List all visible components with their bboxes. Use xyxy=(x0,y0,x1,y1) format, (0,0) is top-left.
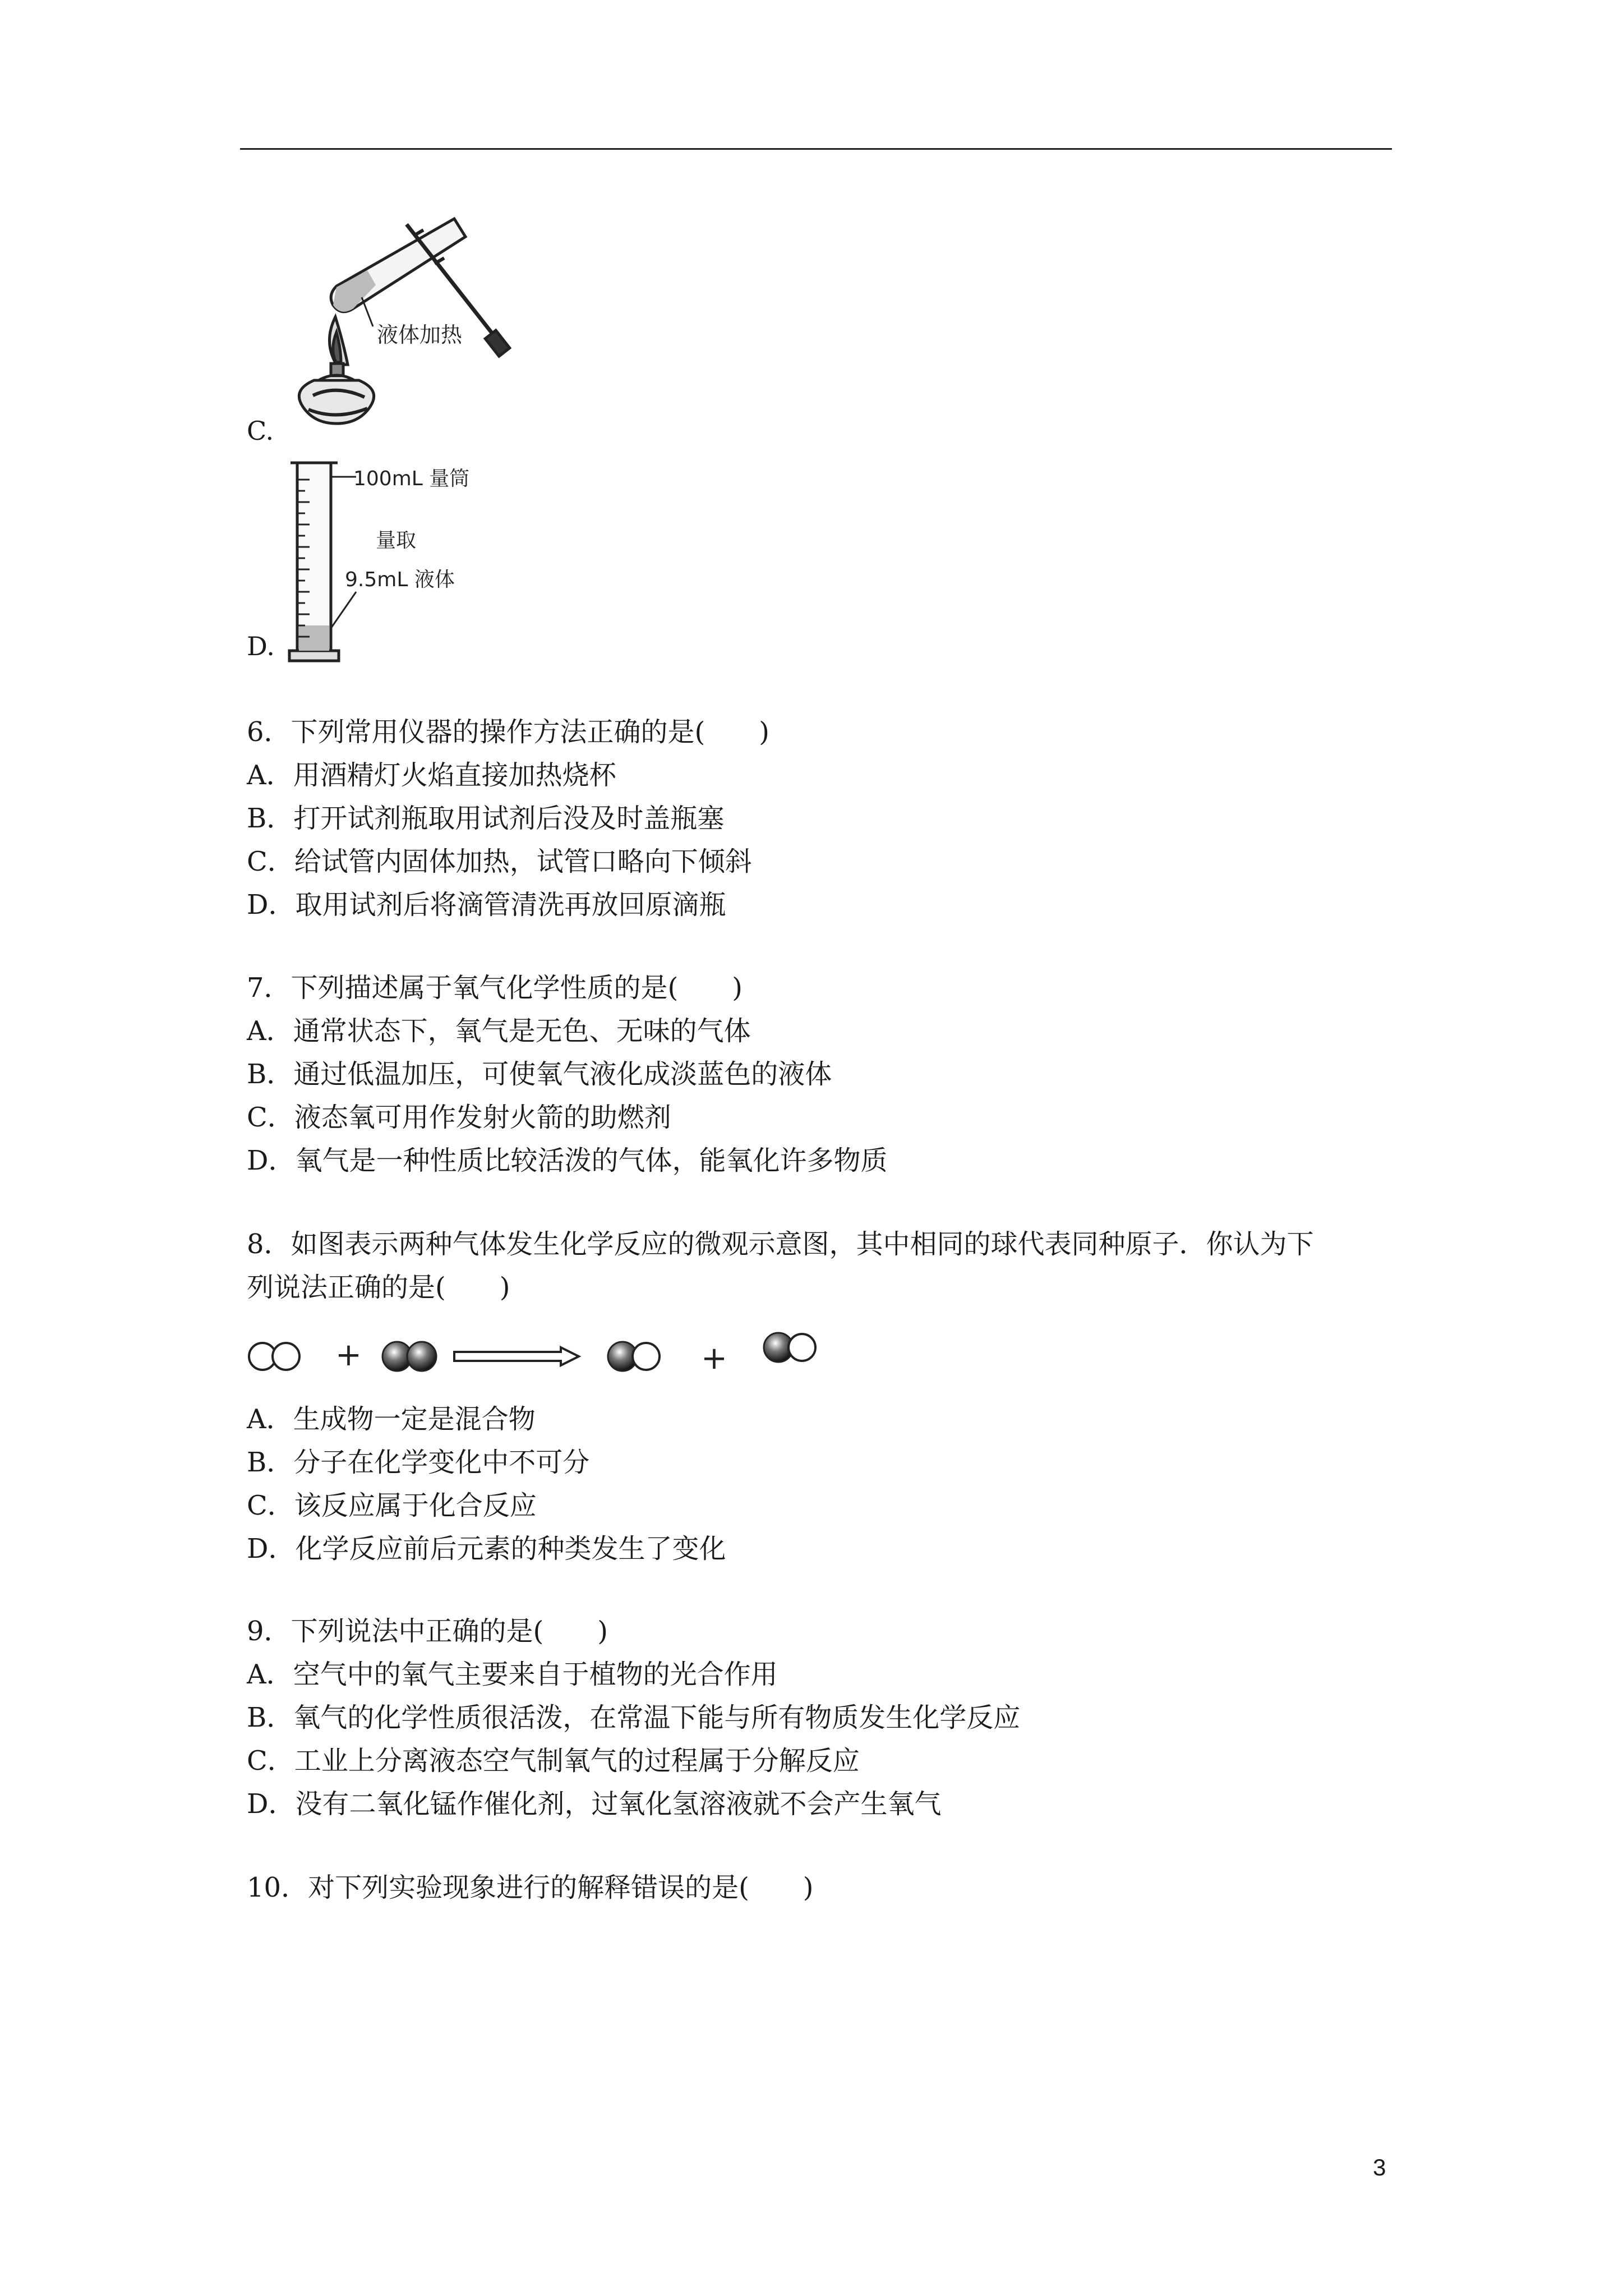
question-9-option-c: C．工业上分离液态空气制氧气的过程属于分解反应 xyxy=(247,1745,860,1777)
white-atom-icon xyxy=(273,1343,299,1370)
figure-d-annotation-mid-2: 9.5mL 液体 xyxy=(345,568,455,591)
question-8-stem-line-1: 8．如图表示两种气体发生化学反应的微观示意图，其中相同的球代表同种原子．你认为下 xyxy=(247,1228,1314,1260)
question-8-option-a: A．生成物一定是混合物 xyxy=(247,1404,536,1435)
question-8-option-c: C．该反应属于化合反应 xyxy=(247,1490,537,1521)
question-6-option-d: D．取用试剂后将滴管清洗再放回原滴瓶 xyxy=(247,889,726,921)
question-7-option-b: B．通过低温加压，可使氧气液化成淡蓝色的液体 xyxy=(247,1059,832,1090)
figure-graduated-cylinder xyxy=(286,457,522,665)
question-8-option-d: D．化学反应前后元素的种类发生了变化 xyxy=(247,1533,726,1565)
question-7-option-a: A．通常状态下，氧气是无色、无味的气体 xyxy=(247,1015,751,1047)
figure-c-label: C. xyxy=(247,416,274,446)
plus-sign: + xyxy=(701,1340,727,1377)
reaction-diagram xyxy=(247,1324,830,1386)
figure-liquid-heating xyxy=(269,202,538,443)
question-9-option-d: D．没有二氧化锰作催化剂，过氧化氢溶液就不会产生氧气 xyxy=(247,1788,942,1820)
reaction-arrow-icon xyxy=(454,1347,579,1365)
question-8-option-b: B．分子在化学变化中不可分 xyxy=(247,1447,590,1478)
question-7-option-d: D．氧气是一种性质比较活泼的气体，能氧化许多物质 xyxy=(247,1145,888,1176)
question-8-stem-line-2: 列说法正确的是( ) xyxy=(247,1272,510,1303)
figure-c-annotation: 液体加热 xyxy=(377,323,463,347)
question-6-option-c: C．给试管内固体加热，试管口略向下倾斜 xyxy=(247,846,752,877)
header-rule xyxy=(240,148,1392,150)
white-atom-icon xyxy=(789,1334,815,1361)
figure-d-label: D. xyxy=(247,631,275,661)
white-atom-icon xyxy=(633,1343,660,1370)
plus-sign: + xyxy=(335,1337,362,1373)
page-number: 3 xyxy=(1373,2154,1386,2180)
question-6-option-a: A．用酒精灯火焰直接加热烧杯 xyxy=(247,760,616,791)
figure-d-annotation-top: 100mL 量筒 xyxy=(353,467,470,490)
question-9-stem: 9．下列说法中正确的是( ) xyxy=(247,1616,608,1647)
figure-d-annotation-mid-1: 量取 xyxy=(376,529,417,552)
question-9-option-a: A．空气中的氧气主要来自于植物的光合作用 xyxy=(247,1659,778,1690)
question-6-option-b: B．打开试剂瓶取用试剂后没及时盖瓶塞 xyxy=(247,803,725,834)
question-9-option-b: B．氧气的化学性质很活泼，在常温下能与所有物质发生化学反应 xyxy=(247,1702,1021,1733)
question-7-stem: 7．下列描述属于氧气化学性质的是( ) xyxy=(247,972,743,1004)
question-7-option-c: C．液态氧可用作发射火箭的助燃剂 xyxy=(247,1102,671,1133)
question-10-stem: 10．对下列实验现象进行的解释错误的是( ) xyxy=(247,1872,814,1903)
dark-atom-icon xyxy=(407,1342,436,1371)
question-6-stem: 6．下列常用仪器的操作方法正确的是( ) xyxy=(247,716,769,748)
